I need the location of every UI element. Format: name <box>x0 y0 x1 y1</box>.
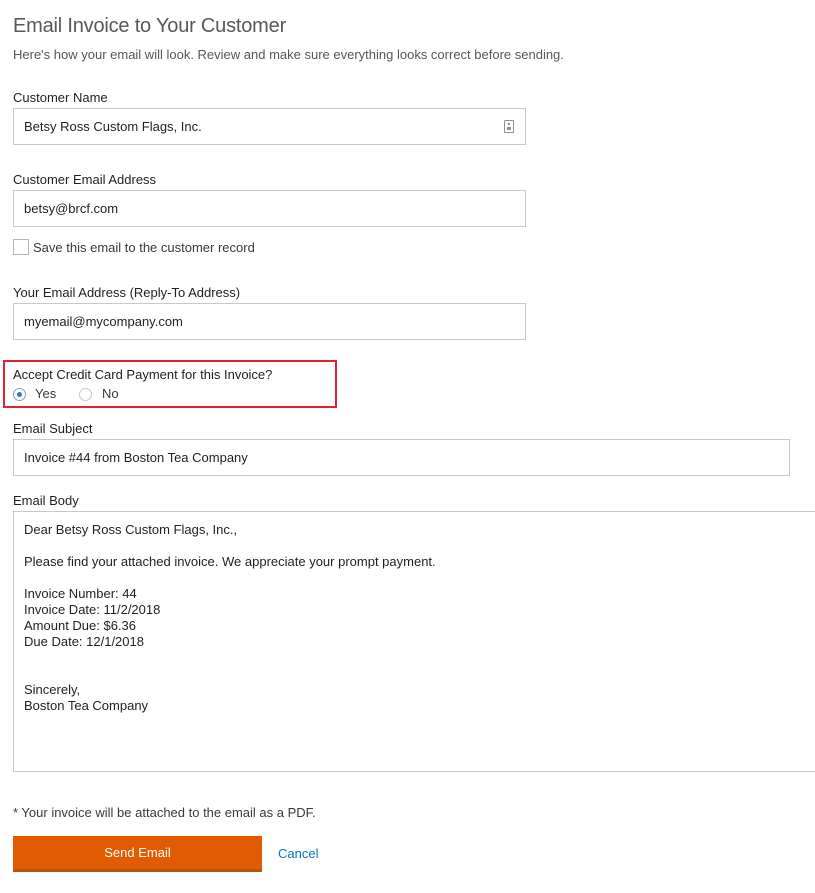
customer-email-field[interactable] <box>13 190 526 227</box>
credit-card-no-label[interactable]: No <box>102 386 119 401</box>
reply-to-field[interactable] <box>13 303 526 340</box>
credit-card-yes-radio[interactable] <box>13 388 26 401</box>
credit-card-yes-label[interactable]: Yes <box>35 386 57 401</box>
save-email-checkbox-label[interactable]: Save this email to the customer record <box>33 240 255 255</box>
customer-name-field[interactable] <box>13 108 526 145</box>
customer-email-label: Customer Email Address <box>13 172 157 187</box>
customer-email-value: betsy@brcf.com <box>24 201 119 216</box>
email-body-label: Email Body <box>13 493 79 508</box>
page-subtitle: Here's how your email will look. Review and make sure everything looks correct before sending. <box>13 47 564 62</box>
customer-name-label: Customer Name <box>13 90 108 105</box>
credit-card-label: Accept Credit Card Payment for this Invoice? <box>13 367 273 382</box>
reply-to-value: myemail@mycompany.com <box>24 314 183 329</box>
send-email-button[interactable]: Send Email <box>13 836 262 872</box>
cancel-link[interactable]: Cancel <box>278 846 319 861</box>
contact-card-icon[interactable] <box>504 120 514 133</box>
save-email-checkbox[interactable] <box>13 239 29 255</box>
credit-card-no-radio[interactable] <box>79 388 92 401</box>
email-subject-value: Invoice #44 from Boston Tea Company <box>24 450 248 465</box>
email-body-textarea[interactable]: Dear Betsy Ross Custom Flags, Inc., Please find your attached invoice. We appreciate your prompt payment. Invoice Number: 44 Invoice Date: 11/2/2018 Amount Due: $6.36 Due Date: 12/1/2018 Sincerely, Boston Tea Company <box>13 511 815 772</box>
customer-name-value: Betsy Ross Custom Flags, Inc. <box>24 119 202 134</box>
email-subject-field[interactable] <box>13 439 790 476</box>
email-subject-label: Email Subject <box>13 421 93 436</box>
pdf-attachment-note: * Your invoice will be attached to the email as a PDF. <box>13 805 316 820</box>
reply-to-label: Your Email Address (Reply-To Address) <box>13 285 241 300</box>
page-title: Email Invoice to Your Customer <box>13 15 287 37</box>
